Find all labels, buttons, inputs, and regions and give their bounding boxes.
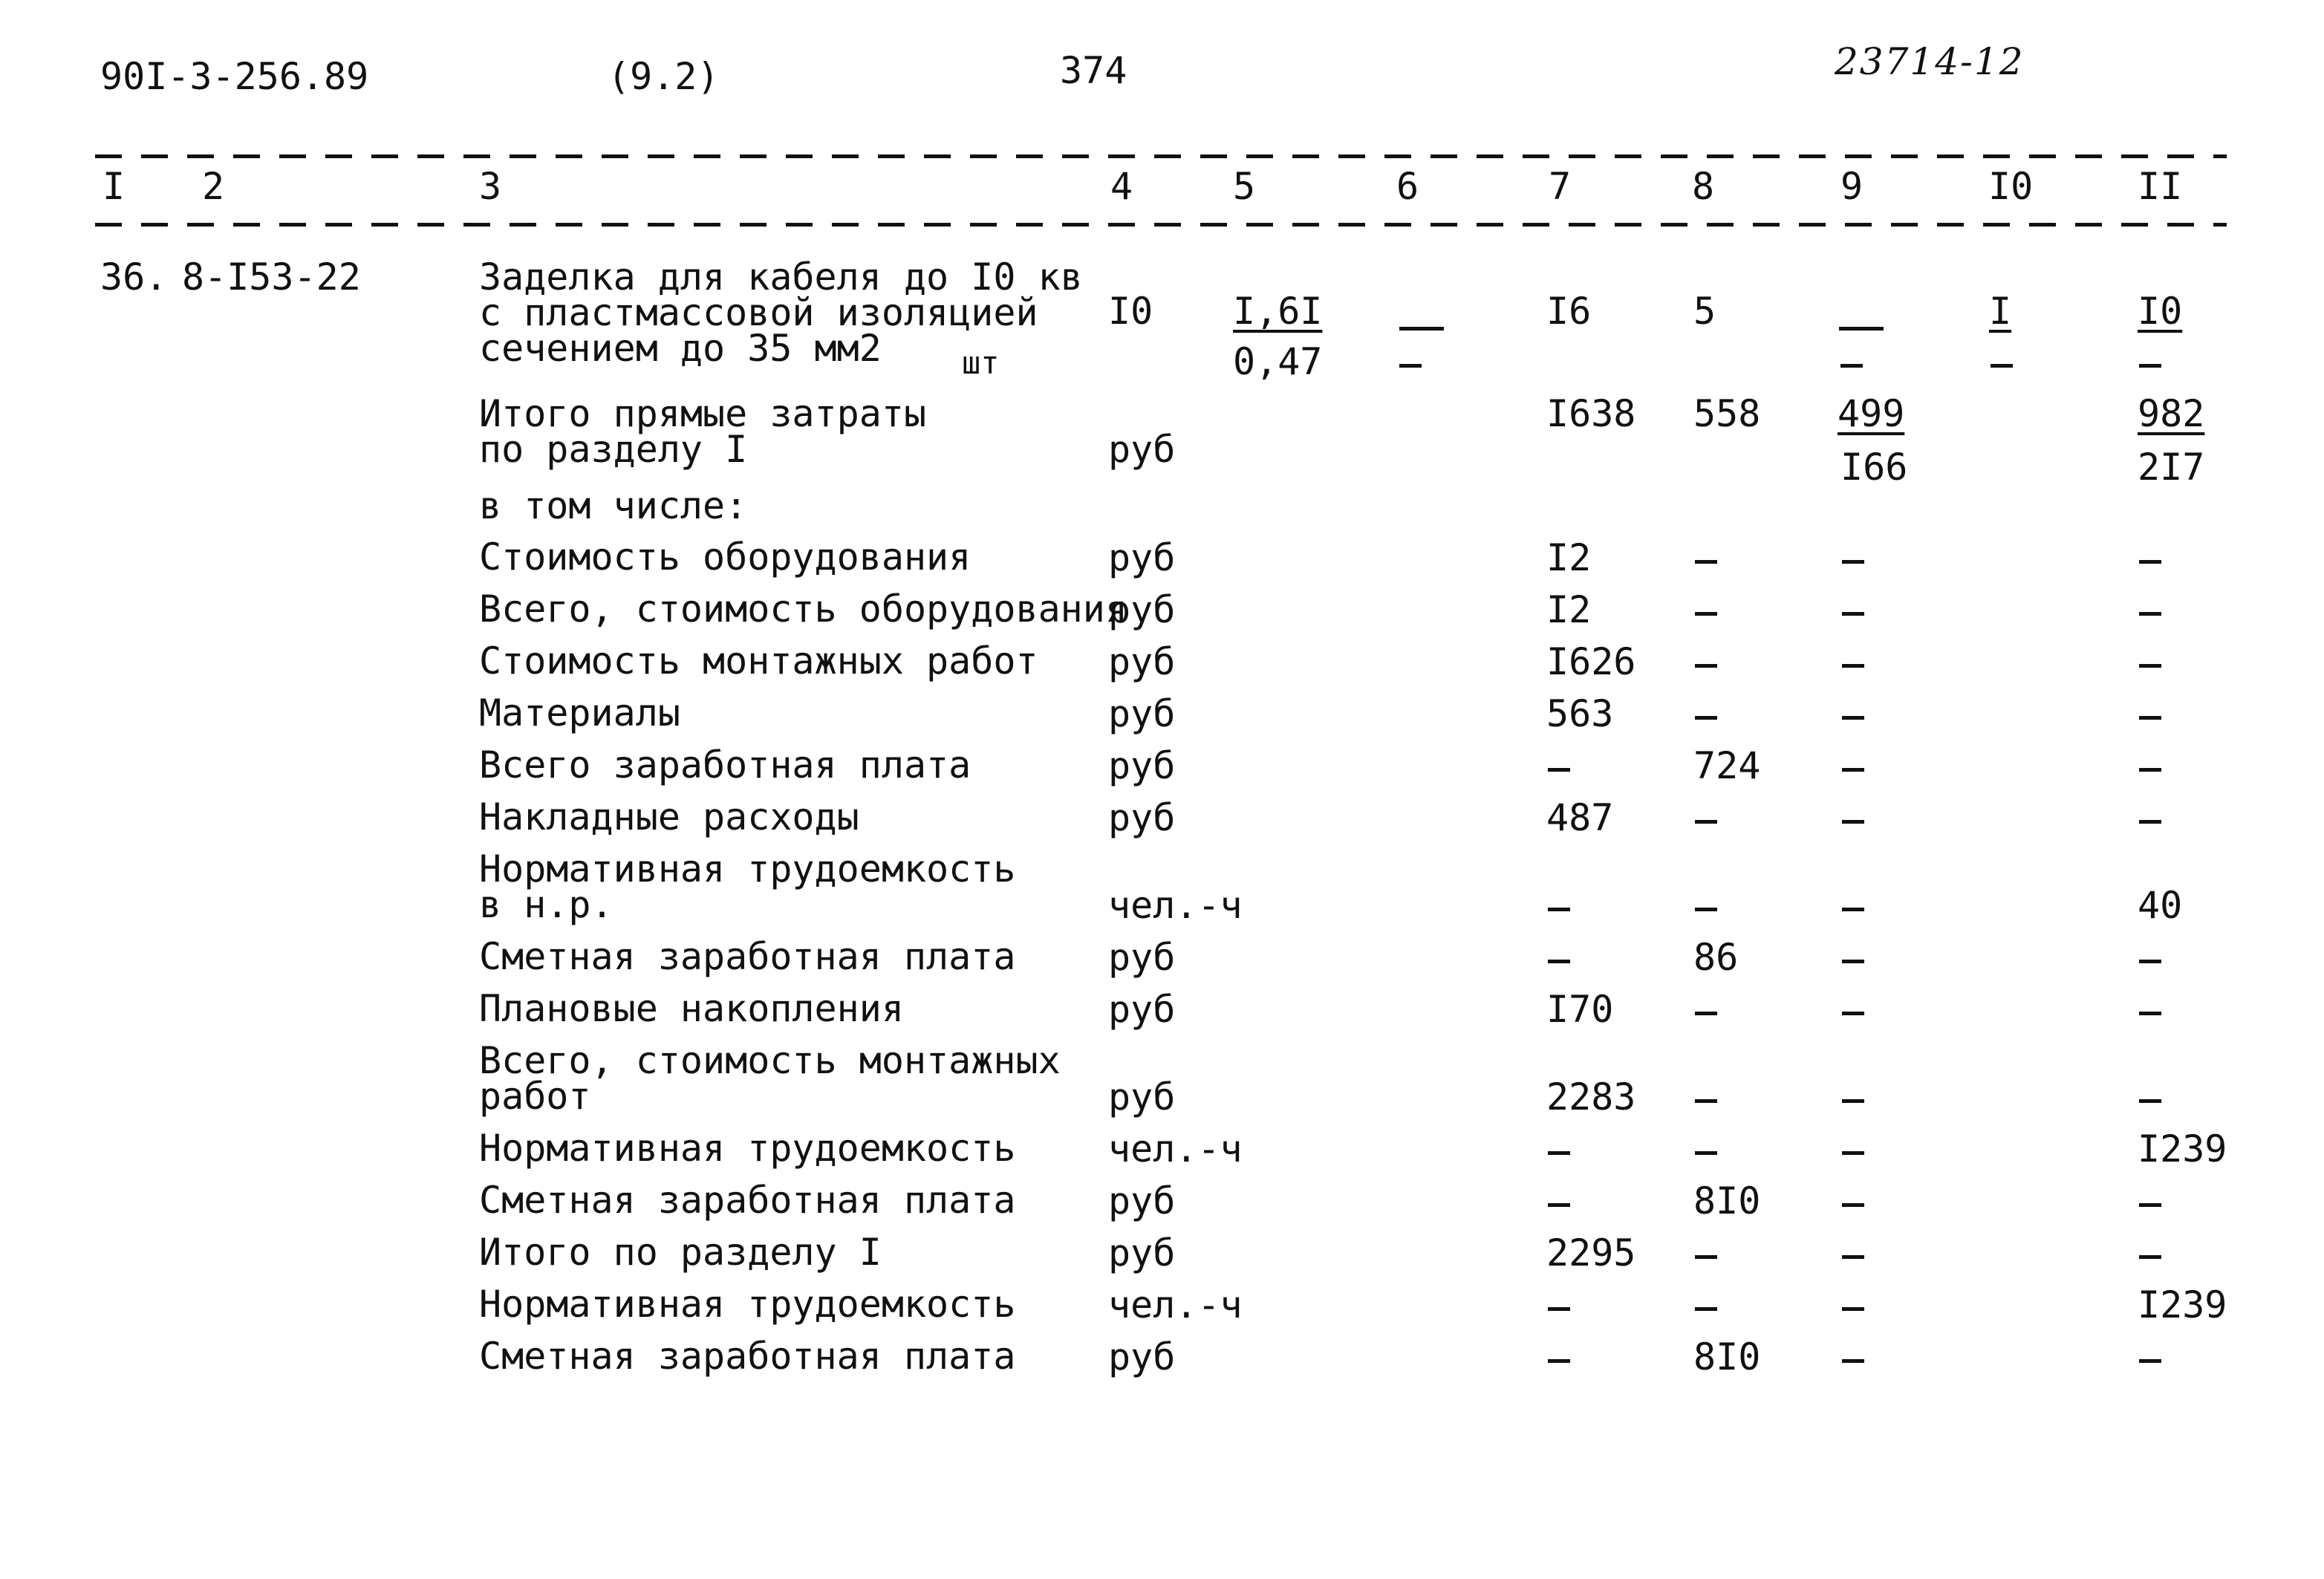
total-direct-label: по разделу I [479, 428, 748, 471]
row-c8-dash [1695, 1307, 1717, 1311]
row-label: Стоимость монтажных работ [479, 639, 1038, 683]
row-label: Сметная заработная плата [479, 1179, 1016, 1222]
row-c8-dash [1695, 1151, 1717, 1155]
row-c9-dash [1842, 960, 1864, 963]
row-label: Нормативная трудоемкость [479, 1283, 1016, 1326]
row-label: Нормативная трудоемкость [479, 1127, 1016, 1170]
total-direct-col11-top: 982 [2138, 392, 2205, 435]
doc-code: 90I-3-256.89 [100, 55, 369, 98]
row-c11-dash [2139, 1255, 2161, 1259]
entry-col11-dash-bottom [2139, 364, 2161, 368]
column-header: 9 [1840, 165, 1864, 208]
row-c11-dash [2139, 1359, 2161, 1363]
entry-description-line: сечением до 35 мм2 [479, 327, 882, 370]
row-c7-dash [1548, 1307, 1570, 1311]
total-direct-label: Итого прямые затраты [479, 392, 927, 435]
entry-col5-top: I,6I [1233, 290, 1323, 333]
row-c11-dash [2139, 560, 2161, 564]
row-c9-dash [1842, 1307, 1864, 1311]
row-c7: I70 [1546, 988, 1614, 1031]
row-unit: руб [1108, 936, 1176, 979]
row-c7: I2 [1546, 536, 1592, 579]
row-label: Всего, стоимость монтажных работ [479, 1039, 1061, 1118]
row-unit: руб [1108, 1335, 1176, 1378]
row-c7: 2295 [1546, 1231, 1636, 1274]
row-c9-dash [1842, 1255, 1864, 1259]
row-c8-dash [1695, 612, 1717, 616]
including-label: в том числе: [479, 484, 748, 527]
row-c8: 8I0 [1693, 1179, 1761, 1222]
row-c11-dash [2139, 664, 2161, 668]
row-c9-dash [1842, 908, 1864, 911]
row-c11-dash [2139, 1203, 2161, 1207]
total-direct-col8: 558 [1693, 392, 1761, 435]
row-c8-dash [1695, 1099, 1717, 1103]
row-c8-dash [1695, 1012, 1717, 1015]
total-direct-col7: I638 [1546, 392, 1636, 435]
entry-col8: 5 [1693, 290, 1716, 333]
row-unit: чел.-ч [1108, 1283, 1243, 1326]
row-c8-dash [1695, 1255, 1717, 1259]
row-c8-dash [1695, 820, 1717, 824]
row-label: Нормативная трудоемкость в н.р. [479, 847, 1016, 926]
row-c8: 86 [1693, 936, 1739, 979]
row-unit: руб [1108, 1231, 1176, 1274]
total-direct-col11-bottom: 2I7 [2138, 446, 2205, 489]
total-direct-col9-top: 499 [1838, 392, 1905, 435]
row-c9-dash [1842, 1203, 1864, 1207]
entry-code: 8-I53-22 [182, 255, 361, 299]
row-c9-dash [1842, 560, 1864, 564]
row-c7: 487 [1546, 796, 1614, 839]
row-c7: 2283 [1546, 1075, 1636, 1119]
row-c9-dash [1842, 820, 1864, 824]
entry-number: 36. [100, 255, 168, 299]
entry-col9-dash-bottom [1840, 364, 1863, 368]
row-c11-dash [2139, 1012, 2161, 1015]
row-unit: руб [1108, 640, 1176, 683]
table-top-rule [95, 154, 2227, 158]
column-header: 5 [1233, 165, 1256, 208]
page-number: 374 [1060, 49, 1127, 92]
column-header: 7 [1549, 165, 1572, 208]
row-unit: руб [1108, 744, 1176, 787]
entry-col6-dash-bottom [1399, 364, 1422, 368]
row-c7: I2 [1546, 588, 1592, 631]
total-direct-unit: руб [1108, 428, 1176, 471]
row-c11: 40 [2138, 884, 2183, 927]
row-label: Итого по разделу I [479, 1231, 882, 1274]
entry-col9-dash-top [1839, 327, 1884, 331]
row-c11-dash [2139, 960, 2161, 963]
row-c7-dash [1548, 1151, 1570, 1155]
row-c11-dash [2139, 716, 2161, 720]
entry-col4: I0 [1108, 290, 1153, 333]
row-c9-dash [1842, 768, 1864, 772]
row-unit: руб [1108, 588, 1176, 631]
row-c9-dash [1842, 612, 1864, 616]
row-c7-dash [1548, 1359, 1570, 1363]
column-header: 4 [1110, 165, 1133, 208]
entry-description-line: с пластмассовой изоляцией [479, 291, 1038, 334]
entry-description-line: Заделка для кабеля до I0 кв [479, 255, 1083, 299]
row-c7: 563 [1546, 692, 1614, 735]
entry-col6-dash-top [1399, 327, 1444, 331]
row-c11-dash [2139, 612, 2161, 616]
entry-unit: шт [962, 345, 1000, 381]
row-c7: I626 [1546, 640, 1636, 683]
column-header: 8 [1692, 165, 1715, 208]
row-c7-dash [1548, 768, 1570, 772]
entry-col7: I6 [1546, 290, 1592, 333]
row-label: Материалы [479, 691, 680, 735]
total-direct-col9-bottom: I66 [1840, 446, 1908, 489]
row-unit: руб [1108, 988, 1176, 1031]
column-header: I [102, 165, 126, 208]
row-c9-dash [1842, 716, 1864, 720]
row-c11-dash [2139, 820, 2161, 824]
column-header: 2 [202, 165, 225, 208]
row-unit: чел.-ч [1108, 884, 1243, 927]
row-label: Накладные расходы [479, 795, 859, 839]
row-label: Всего, стоимость оборудования [479, 587, 1127, 631]
column-header: II [2138, 165, 2183, 208]
row-label: Сметная заработная плата [479, 935, 1016, 978]
row-c11-dash [2139, 768, 2161, 772]
row-label: Плановые накопления [479, 987, 904, 1030]
row-c8-dash [1695, 560, 1717, 564]
row-c9-dash [1842, 1151, 1864, 1155]
row-unit: руб [1108, 692, 1176, 735]
handwritten-reference: 23714-12 [1835, 40, 2025, 83]
entry-col11: I0 [2138, 290, 2183, 333]
row-c8: 724 [1693, 744, 1761, 787]
row-c8-dash [1695, 716, 1717, 720]
row-unit: руб [1108, 796, 1176, 839]
row-unit: руб [1108, 1179, 1176, 1222]
column-header: 6 [1396, 165, 1419, 208]
row-c8-dash [1695, 664, 1717, 668]
section-number: (9.2) [608, 55, 720, 98]
row-c11: I239 [2138, 1127, 2227, 1171]
row-label: Всего заработная плата [479, 743, 971, 787]
column-header: I0 [1988, 165, 2034, 208]
row-c7-dash [1548, 960, 1570, 963]
entry-col10-dash-bottom [1991, 364, 2013, 368]
entry-col5-bottom: 0,47 [1233, 340, 1323, 383]
row-c9-dash [1842, 1099, 1864, 1103]
row-c11-dash [2139, 1099, 2161, 1103]
row-c9-dash [1842, 1359, 1864, 1363]
column-header: 3 [479, 165, 502, 208]
row-c8: 8I0 [1693, 1335, 1761, 1378]
entry-col10: I [1989, 290, 2012, 333]
row-c7-dash [1548, 1203, 1570, 1207]
row-c11: I239 [2138, 1283, 2227, 1326]
row-c8-dash [1695, 908, 1717, 911]
row-label: Стоимость оборудования [479, 535, 971, 579]
table-header-rule [95, 223, 2227, 227]
row-label: Сметная заработная плата [479, 1335, 1016, 1378]
row-unit: руб [1108, 1075, 1176, 1119]
row-c9-dash [1842, 1012, 1864, 1015]
row-c9-dash [1842, 664, 1864, 668]
row-unit: чел.-ч [1108, 1127, 1243, 1171]
row-c7-dash [1548, 908, 1570, 911]
row-unit: руб [1108, 536, 1176, 579]
